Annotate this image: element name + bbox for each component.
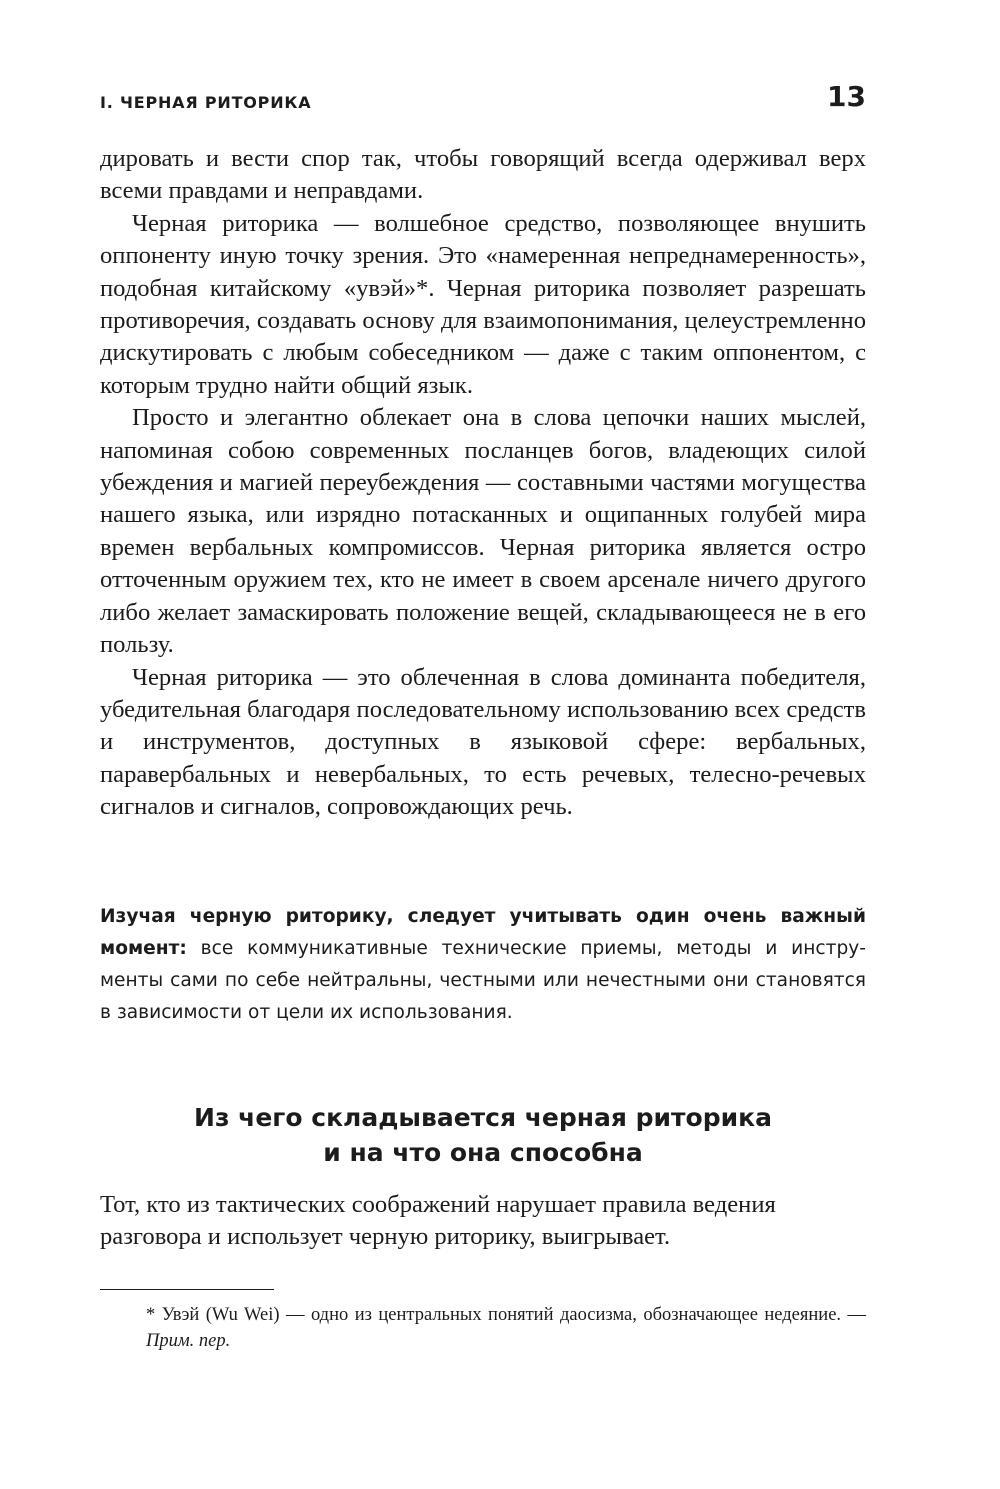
paragraph: Просто и элегантно облекает она в слова цепочки наших мыслей, напоминая собою современных посланцев богов, владеющих силой убеждения и магией переубеждения — составными частями могущества нашего языка, или изрядно потасканных и ощипанных голубей мира времен вербальных компромиссов. Черная риторика является остро отточенным оружием тех, кто не имеет в своем арсенале ничего другого либо желает замаскировать положение вещей, складывающееся не в его пользу. — [100, 404, 866, 659]
paragraph: Черная риторика — волшебное средство, позволяющее внушить оппоненту иную точку зрения. Это «намеренная непреднамеренность», подобная китайскому «увэй»*. Черная риторика позволяет разрешать противоречия, создавать основу для взаимопонимания, целеустремленно дискутировать с любым собеседником — даже с таким оппонентом, с которым трудно найти общий язык. — [100, 209, 866, 399]
footnote-translator-note: Прим. пер. — [146, 1331, 231, 1351]
callout-bold-lead: Изучая черную риторику, следует учитывать один очень важный момент: — [100, 906, 866, 959]
page-number: 13 — [827, 80, 866, 113]
footnote — [146, 1302, 866, 1354]
highlight-callout — [100, 901, 866, 1029]
paragraph: Черная риторика — это облеченная в слова доминанта победителя, убедительная благодаря последовательному использованию всех средств и инструментов, доступных в языковой сфере: вербальных, паравербальных и невербальных, то есть речевых, телесно-речевых сигналов и сигналов, сопровождающих речь. — [100, 663, 866, 821]
paragraph-after-heading: Тот, кто из тактических соображений нарушает правила ведения разговора и использует черную риторику, выигрывает. — [100, 1191, 776, 1251]
section-title: I. ЧЕРНАЯ РИТОРИКА — [100, 93, 312, 112]
section-heading — [100, 1100, 866, 1170]
footnote-text: * Увэй (Wu Wei) — одно из центральных понятий даосизма, обозначающее недеяние. — — [146, 1305, 866, 1325]
running-head — [100, 80, 866, 120]
section-heading-line-1: Из чего складывается черная риторика — [194, 1103, 772, 1132]
body-text — [100, 143, 866, 824]
callout-text: все коммуникативные технические приемы, методы и инструменты сами по себе нейтральны, честными или нечестными они становятся в зависимости от цели их использования. — [100, 938, 866, 1023]
footnote-divider — [100, 1289, 274, 1290]
section-heading-line-2: и на что она способна — [323, 1138, 643, 1167]
paragraph-continuation: дировать и вести спор так, чтобы говорящий всегда одерживал верх всеми правдами и неправдами. — [100, 145, 866, 205]
